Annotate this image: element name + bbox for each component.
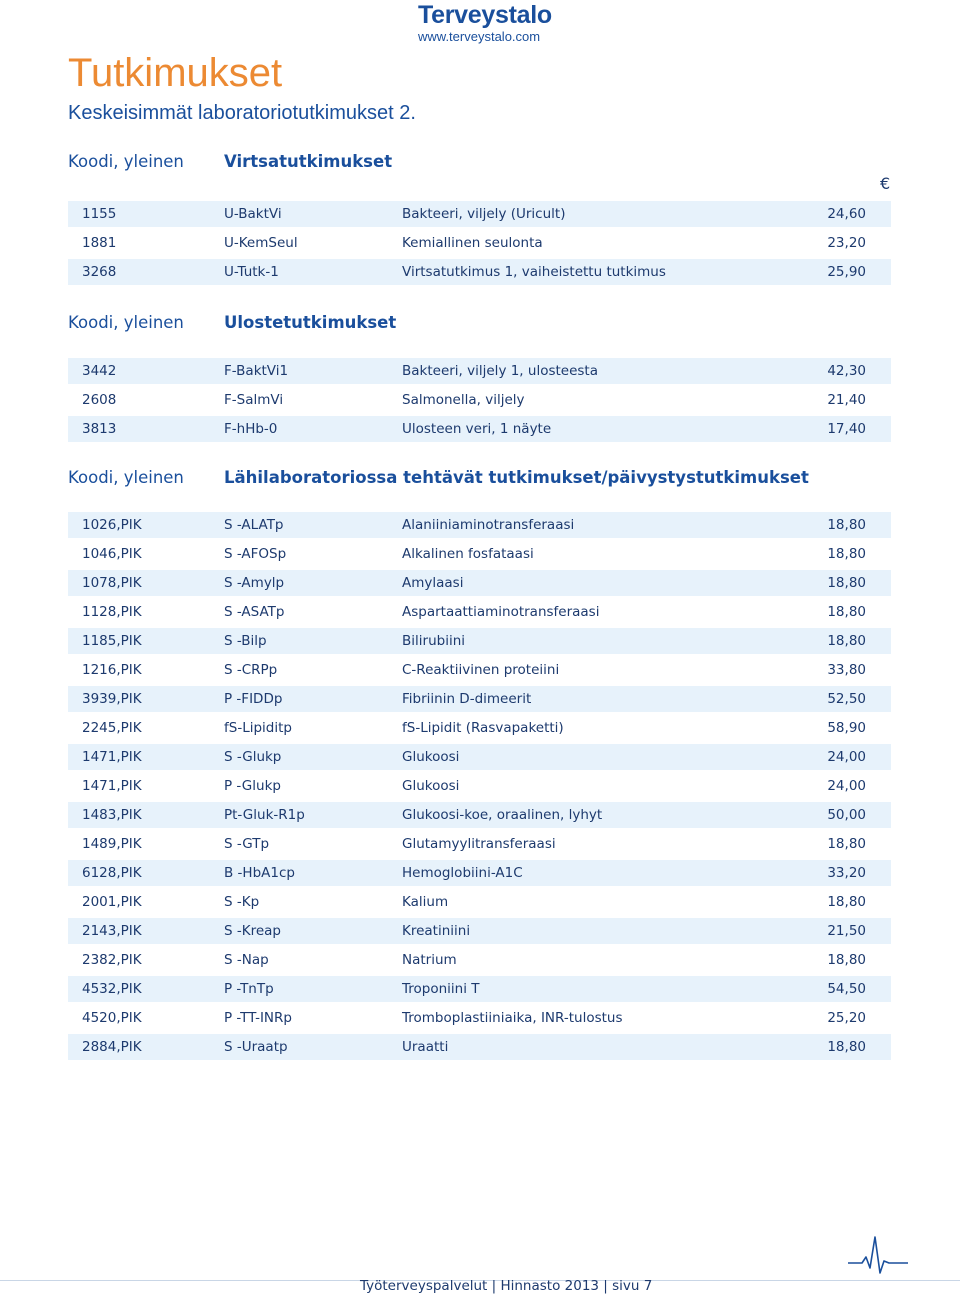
test-price: 23,20 bbox=[827, 235, 866, 251]
test-code: 1483,PIK bbox=[82, 807, 142, 823]
test-code: 2884,PIK bbox=[82, 1039, 142, 1055]
test-name: Natrium bbox=[402, 952, 457, 968]
test-abbreviation: F-SalmVi bbox=[224, 392, 284, 408]
table-row bbox=[68, 358, 891, 384]
test-code: 2382,PIK bbox=[82, 952, 142, 968]
table-row bbox=[68, 1005, 891, 1031]
brand-url[interactable]: www.terveystalo.com bbox=[418, 29, 541, 44]
test-abbreviation: F-BaktVi1 bbox=[224, 363, 289, 379]
test-name: Amylaasi bbox=[402, 575, 464, 591]
code-column-header: Koodi, yleinen bbox=[68, 313, 184, 332]
code-column-header: Koodi, yleinen bbox=[68, 152, 184, 171]
test-code: 1185,PIK bbox=[82, 633, 142, 649]
test-price: 18,80 bbox=[827, 1039, 866, 1055]
test-name: Kalium bbox=[402, 894, 449, 910]
test-code: 1216,PIK bbox=[82, 662, 142, 678]
test-price: 24,00 bbox=[827, 778, 866, 794]
test-price: 21,50 bbox=[827, 923, 866, 939]
table-row bbox=[68, 628, 891, 654]
test-price: 18,80 bbox=[827, 894, 866, 910]
test-name: fS-Lipidit (Rasvapaketti) bbox=[402, 720, 564, 736]
test-abbreviation: S -Glukp bbox=[224, 749, 282, 765]
table-row bbox=[68, 831, 891, 857]
table-row bbox=[68, 802, 891, 828]
test-code: 3442 bbox=[82, 363, 117, 379]
currency-label: € bbox=[880, 174, 891, 193]
test-code: 2001,PIK bbox=[82, 894, 142, 910]
section-title: Lähilaboratoriossa tehtävät tutkimukset/päivystystutkimukset bbox=[224, 468, 809, 487]
table-row bbox=[68, 512, 891, 538]
table-row bbox=[68, 918, 891, 944]
table-row bbox=[68, 259, 891, 285]
page-footer: Työterveyspalvelut | Hinnasto 2013 | sivu 7 bbox=[360, 1278, 653, 1294]
test-price: 33,20 bbox=[827, 865, 866, 881]
test-price: 42,30 bbox=[827, 363, 866, 379]
test-price: 25,90 bbox=[827, 264, 866, 280]
table-row bbox=[68, 889, 891, 915]
test-abbreviation: U-Tutk-1 bbox=[224, 264, 279, 280]
test-abbreviation: S -CRPp bbox=[224, 662, 278, 678]
test-price: 17,40 bbox=[827, 421, 866, 437]
test-name: Hemoglobiini-A1C bbox=[402, 865, 523, 881]
table-row bbox=[68, 1034, 891, 1060]
test-abbreviation: S -ASATp bbox=[224, 604, 285, 620]
test-abbreviation: F-hHb-0 bbox=[224, 421, 278, 437]
table-row bbox=[68, 657, 891, 683]
test-abbreviation: P -Glukp bbox=[224, 778, 281, 794]
test-price: 18,80 bbox=[827, 575, 866, 591]
price-table bbox=[68, 512, 891, 1063]
table-row bbox=[68, 773, 891, 799]
test-name: Alaniiniaminotransferaasi bbox=[402, 517, 575, 533]
table-row bbox=[68, 599, 891, 625]
test-abbreviation: P -FIDDp bbox=[224, 691, 283, 707]
test-abbreviation: fS-Lipiditp bbox=[224, 720, 292, 736]
test-abbreviation: S -Amylp bbox=[224, 575, 285, 591]
table-row bbox=[68, 744, 891, 770]
test-price: 33,80 bbox=[827, 662, 866, 678]
test-code: 3268 bbox=[82, 264, 117, 280]
table-row bbox=[68, 541, 891, 567]
table-row bbox=[68, 976, 891, 1002]
test-abbreviation: B -HbA1cp bbox=[224, 865, 295, 881]
test-name: Uraatti bbox=[402, 1039, 449, 1055]
test-price: 18,80 bbox=[827, 517, 866, 533]
test-abbreviation: Pt-Gluk-R1p bbox=[224, 807, 305, 823]
price-table bbox=[68, 358, 891, 445]
test-name: Tromboplastiiniaika, INR-tulostus bbox=[402, 1010, 623, 1026]
table-row bbox=[68, 686, 891, 712]
test-code: 1881 bbox=[82, 235, 117, 251]
test-code: 2608 bbox=[82, 392, 117, 408]
test-name: Bakteeri, viljely 1, ulosteesta bbox=[402, 363, 598, 379]
test-name: Ulosteen veri, 1 näyte bbox=[402, 421, 552, 437]
test-name: Glukoosi bbox=[402, 749, 460, 765]
test-abbreviation: S -Kp bbox=[224, 894, 260, 910]
test-price: 50,00 bbox=[827, 807, 866, 823]
test-name: Troponiini T bbox=[402, 981, 480, 997]
brand-logo bbox=[418, 1, 552, 44]
test-abbreviation: S -ALATp bbox=[224, 517, 284, 533]
table-row bbox=[68, 860, 891, 886]
table-row bbox=[68, 416, 891, 442]
test-price: 18,80 bbox=[827, 604, 866, 620]
test-price: 25,20 bbox=[827, 1010, 866, 1026]
test-abbreviation: P -TT-INRp bbox=[224, 1010, 292, 1026]
test-name: Kemiallinen seulonta bbox=[402, 235, 543, 251]
price-table bbox=[68, 201, 891, 288]
page-title: Tutkimukset bbox=[68, 51, 283, 95]
test-abbreviation: S -GTp bbox=[224, 836, 270, 852]
test-price: 21,40 bbox=[827, 392, 866, 408]
test-name: Glukoosi bbox=[402, 778, 460, 794]
table-row bbox=[68, 947, 891, 973]
test-name: Bilirubiini bbox=[402, 633, 465, 649]
brand-name: Terveystalo bbox=[418, 1, 552, 29]
test-code: 3813 bbox=[82, 421, 117, 437]
test-price: 24,00 bbox=[827, 749, 866, 765]
heartbeat-icon bbox=[848, 1235, 908, 1275]
test-name: Fibriinin D-dimeerit bbox=[402, 691, 532, 707]
test-abbreviation: S -Uraatp bbox=[224, 1039, 288, 1055]
table-row bbox=[68, 387, 891, 413]
test-code: 1026,PIK bbox=[82, 517, 142, 533]
test-code: 2143,PIK bbox=[82, 923, 142, 939]
section-title: Ulostetutkimukset bbox=[224, 313, 397, 332]
test-price: 24,60 bbox=[827, 206, 866, 222]
table-row bbox=[68, 570, 891, 596]
test-price: 18,80 bbox=[827, 633, 866, 649]
test-price: 18,80 bbox=[827, 836, 866, 852]
test-name: Glutamyylitransferaasi bbox=[402, 836, 556, 852]
code-column-header: Koodi, yleinen bbox=[68, 468, 184, 487]
test-code: 1471,PIK bbox=[82, 749, 142, 765]
test-code: 1046,PIK bbox=[82, 546, 142, 562]
test-code: 1128,PIK bbox=[82, 604, 142, 620]
test-code: 4532,PIK bbox=[82, 981, 142, 997]
table-row bbox=[68, 715, 891, 741]
table-row bbox=[68, 230, 891, 256]
test-name: Salmonella, viljely bbox=[402, 392, 525, 408]
page-subtitle: Keskeisimmät laboratoriotutkimukset 2. bbox=[68, 102, 416, 124]
test-abbreviation: S -Bilp bbox=[224, 633, 267, 649]
test-code: 4520,PIK bbox=[82, 1010, 142, 1026]
test-price: 18,80 bbox=[827, 952, 866, 968]
test-abbreviation: S -Kreap bbox=[224, 923, 281, 939]
test-abbreviation: U-KemSeul bbox=[224, 235, 298, 251]
test-abbreviation: S -AFOSp bbox=[224, 546, 287, 562]
test-abbreviation: U-BaktVi bbox=[224, 206, 282, 222]
test-name: Bakteeri, viljely (Uricult) bbox=[402, 206, 566, 222]
test-name: C-Reaktiivinen proteiini bbox=[402, 662, 560, 678]
test-price: 58,90 bbox=[827, 720, 866, 736]
test-code: 2245,PIK bbox=[82, 720, 142, 736]
test-abbreviation: S -Nap bbox=[224, 952, 269, 968]
test-abbreviation: P -TnTp bbox=[224, 981, 274, 997]
test-price: 54,50 bbox=[827, 981, 866, 997]
test-code: 6128,PIK bbox=[82, 865, 142, 881]
test-code: 3939,PIK bbox=[82, 691, 142, 707]
test-name: Kreatiniini bbox=[402, 923, 471, 939]
test-name: Glukoosi-koe, oraalinen, lyhyt bbox=[402, 807, 603, 823]
test-name: Alkalinen fosfataasi bbox=[402, 546, 534, 562]
test-name: Aspartaattiaminotransferaasi bbox=[402, 604, 600, 620]
table-row bbox=[68, 201, 891, 227]
test-code: 1471,PIK bbox=[82, 778, 142, 794]
test-code: 1078,PIK bbox=[82, 575, 142, 591]
test-code: 1155 bbox=[82, 206, 117, 222]
section-title: Virtsatutkimukset bbox=[224, 152, 393, 171]
test-code: 1489,PIK bbox=[82, 836, 142, 852]
test-price: 52,50 bbox=[827, 691, 866, 707]
test-price: 18,80 bbox=[827, 546, 866, 562]
test-name: Virtsatutkimus 1, vaiheistettu tutkimus bbox=[402, 264, 666, 280]
